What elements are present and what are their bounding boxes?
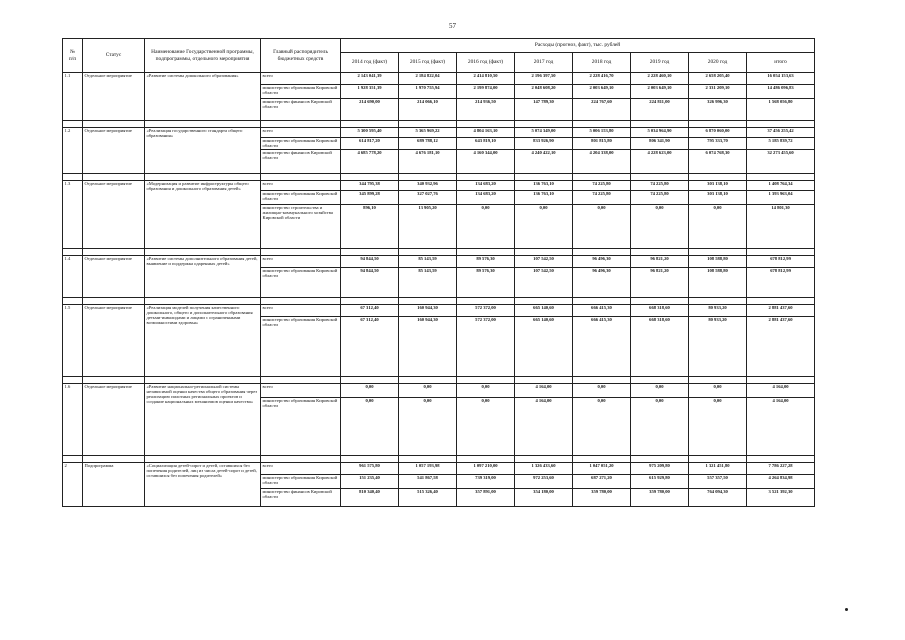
empty-cell xyxy=(747,248,815,255)
empty-cell xyxy=(341,173,399,180)
cell-value: 340 932,96 xyxy=(399,180,457,190)
empty-cell xyxy=(689,121,747,128)
empty-cell xyxy=(399,121,457,128)
cell-admin: министерство образования Кировской области xyxy=(261,316,341,376)
cell-value: 345 899,28 xyxy=(341,190,399,204)
cell-value: 0,00 xyxy=(341,397,399,455)
cell-value: 1 321 451,80 xyxy=(689,462,747,474)
cell-value: 327 027,76 xyxy=(399,190,457,204)
cell-total: 32 273 455,60 xyxy=(747,149,815,173)
empty-cell xyxy=(689,297,747,304)
cell-total: 4 164,00 xyxy=(747,397,815,455)
cell-total: 678 812,99 xyxy=(747,267,815,297)
cell-value: 572 372,00 xyxy=(457,316,515,376)
separator-row xyxy=(63,121,815,128)
cell-value: 4 240 422,10 xyxy=(515,149,573,173)
cell-value: 2 184 822,04 xyxy=(399,73,457,85)
empty-cell xyxy=(457,297,515,304)
cell-value: 74 225,80 xyxy=(573,180,631,190)
empty-cell xyxy=(689,248,747,255)
empty-cell xyxy=(261,297,341,304)
cell-value: 689 788,12 xyxy=(399,138,457,150)
cell-value: 67 312,40 xyxy=(341,304,399,316)
table-row xyxy=(63,304,815,316)
cell-value: 4 228 623,00 xyxy=(631,149,689,173)
page-number: 57 xyxy=(449,22,456,30)
cell-value: 5 074 349,00 xyxy=(515,128,573,138)
cell-value: 2 003 649,10 xyxy=(573,85,631,99)
empty-cell xyxy=(747,376,815,383)
empty-cell xyxy=(145,376,261,383)
cell-value: 2 048 608,20 xyxy=(515,85,573,99)
cell-value: 136 763,10 xyxy=(515,190,573,204)
cell-value: 6 074 768,30 xyxy=(689,149,747,173)
cell-value: 515 326,40 xyxy=(399,488,457,506)
empty-cell xyxy=(83,121,145,128)
empty-cell xyxy=(689,455,747,462)
cell-value: 1 326 433,60 xyxy=(515,462,573,474)
cell-value: 2 196 397,50 xyxy=(515,73,573,85)
empty-cell xyxy=(341,297,399,304)
empty-cell xyxy=(573,376,631,383)
cell-value: 541 867,58 xyxy=(399,474,457,488)
cell-value: 0,00 xyxy=(457,204,515,248)
empty-cell xyxy=(573,297,631,304)
cell-value: 303 138,10 xyxy=(689,180,747,190)
cell-value: 1 097 210,00 xyxy=(457,462,515,474)
cell-value: 0,00 xyxy=(689,397,747,455)
separator-row xyxy=(63,248,815,255)
empty-cell xyxy=(341,248,399,255)
col-year: 2018 год xyxy=(573,53,631,73)
cell-value: 134 683,20 xyxy=(457,190,515,204)
cell-value: 5 006 153,80 xyxy=(573,128,631,138)
cell-admin: министерство финансов Кировской области xyxy=(261,488,341,506)
empty-cell xyxy=(63,455,83,462)
cell-name: «Реализация государственного стандарта общего образования» xyxy=(145,128,261,174)
cell-value: 764 094,30 xyxy=(689,488,747,506)
cell-value: 224 811,00 xyxy=(631,99,689,121)
empty-cell xyxy=(631,173,689,180)
col-year: 2020 год xyxy=(689,53,747,73)
empty-cell xyxy=(341,455,399,462)
cell-no: 1.5 xyxy=(63,304,83,376)
cell-total: 1 408 764,34 xyxy=(747,180,815,190)
cell-value: 134 683,20 xyxy=(457,180,515,190)
empty-cell xyxy=(631,121,689,128)
cell-name: «Социализация детей-сирот и детей, оставшихся без попечения родителей, лиц из числа детей-сирот и детей, оставшихся без попечения родителей» xyxy=(145,462,261,506)
cell-value: 1 047 051,20 xyxy=(573,462,631,474)
cell-total: 2 881 437,60 xyxy=(747,304,815,316)
empty-cell xyxy=(83,173,145,180)
scan-dot xyxy=(845,608,848,611)
cell-total: 14 801,30 xyxy=(747,204,815,248)
cell-value: 326 996,30 xyxy=(689,99,747,121)
empty-cell xyxy=(399,376,457,383)
cell-value: 2 414 810,50 xyxy=(457,73,515,85)
cell-value: 4 160 344,00 xyxy=(457,149,515,173)
empty-cell xyxy=(83,376,145,383)
cell-value: 108 588,80 xyxy=(689,267,747,297)
cell-no: 1.4 xyxy=(63,255,83,297)
table-row xyxy=(63,73,815,85)
empty-cell xyxy=(515,455,573,462)
cell-value: 151 235,40 xyxy=(341,474,399,488)
cell-total: 4 264 834,98 xyxy=(747,474,815,488)
empty-cell xyxy=(631,248,689,255)
col-total: итого xyxy=(747,53,815,73)
cell-value: 0,00 xyxy=(573,204,631,248)
cell-value: 96 496,30 xyxy=(573,255,631,267)
cell-value: 357 891,00 xyxy=(457,488,515,506)
cell-value: 972 253,60 xyxy=(515,474,573,488)
cell-name: «Развитие системы дошкольного образования» xyxy=(145,73,261,121)
cell-admin: министерство образования Кировской области xyxy=(261,190,341,204)
empty-cell xyxy=(457,248,515,255)
cell-total: 678 812,99 xyxy=(747,255,815,267)
cell-value: 2 331 209,10 xyxy=(689,85,747,99)
empty-cell xyxy=(573,455,631,462)
cell-total: 37 456 255,42 xyxy=(747,128,815,138)
cell-no: 1.2 xyxy=(63,128,83,174)
empty-cell xyxy=(145,455,261,462)
empty-cell xyxy=(747,455,815,462)
empty-cell xyxy=(457,455,515,462)
cell-value: 160 944,30 xyxy=(399,316,457,376)
cell-value: 668 318,60 xyxy=(631,316,689,376)
cell-status: Отдельное мероприятие xyxy=(83,304,145,376)
cell-value: 0,00 xyxy=(573,397,631,455)
empty-cell xyxy=(261,455,341,462)
cell-admin: всего xyxy=(261,462,341,474)
cell-value: 89 576,30 xyxy=(457,255,515,267)
cell-value: 5 365 969,22 xyxy=(399,128,457,138)
cell-value: 108 588,80 xyxy=(689,255,747,267)
empty-cell xyxy=(83,248,145,255)
empty-cell xyxy=(573,121,631,128)
empty-cell xyxy=(261,121,341,128)
cell-value: 0,00 xyxy=(399,383,457,397)
cell-value: 107 542,50 xyxy=(515,267,573,297)
empty-cell xyxy=(145,173,261,180)
cell-admin: всего xyxy=(261,255,341,267)
cell-value: 147 789,30 xyxy=(515,99,573,121)
cell-value: 0,00 xyxy=(631,397,689,455)
cell-status: Отдельное мероприятие xyxy=(83,128,145,174)
cell-value: 85 143,59 xyxy=(399,267,457,297)
separator-row xyxy=(63,455,815,462)
cell-admin: всего xyxy=(261,73,341,85)
cell-no: 2 xyxy=(63,462,83,506)
empty-cell xyxy=(63,376,83,383)
cell-no: 1.6 xyxy=(63,383,83,455)
empty-cell xyxy=(261,248,341,255)
cell-value: 0,00 xyxy=(631,204,689,248)
cell-total: 2 881 437,60 xyxy=(747,316,815,376)
cell-status: Отдельное мероприятие xyxy=(83,255,145,297)
cell-value: 67 312,40 xyxy=(341,316,399,376)
cell-value: 572 372,00 xyxy=(457,304,515,316)
cell-value: 0,00 xyxy=(457,383,515,397)
cell-status: Отдельное мероприятие xyxy=(83,73,145,121)
cell-value: 13 905,20 xyxy=(399,204,457,248)
table-row xyxy=(63,180,815,190)
cell-admin: всего xyxy=(261,383,341,397)
cell-value: 1 057 193,98 xyxy=(399,462,457,474)
cell-value: 303 138,10 xyxy=(689,190,747,204)
cell-value: 0,00 xyxy=(689,383,747,397)
col-no: № п/п xyxy=(63,39,83,73)
empty-cell xyxy=(399,455,457,462)
cell-value: 96 821,20 xyxy=(631,267,689,297)
table-row xyxy=(63,383,815,397)
table-header xyxy=(63,39,815,73)
empty-cell xyxy=(341,121,399,128)
cell-no: 1.3 xyxy=(63,180,83,248)
budget-table xyxy=(62,38,815,507)
separator-row xyxy=(63,376,815,383)
cell-value: 896,10 xyxy=(341,204,399,248)
cell-value: 0,00 xyxy=(457,397,515,455)
empty-cell xyxy=(689,376,747,383)
cell-admin: министерство образования Кировской области xyxy=(261,267,341,297)
col-name: Наименование Государственной программы, подпрограммы, отдельного мероприятия xyxy=(145,39,261,73)
empty-cell xyxy=(747,121,815,128)
cell-name: «Модернизация и развитие инфраструктуры общего образования и дошкольного образования детей» xyxy=(145,180,261,248)
cell-value: 0,00 xyxy=(631,383,689,397)
cell-admin: министерство образования Кировской области xyxy=(261,474,341,488)
empty-cell xyxy=(747,173,815,180)
cell-value: 975 209,80 xyxy=(631,462,689,474)
table-row xyxy=(63,255,815,267)
cell-value: 0,00 xyxy=(341,383,399,397)
empty-cell xyxy=(573,248,631,255)
cell-admin: министерство образования Кировской области xyxy=(261,138,341,150)
cell-value: 224 767,60 xyxy=(573,99,631,121)
empty-cell xyxy=(63,173,83,180)
cell-value: 0,00 xyxy=(573,383,631,397)
cell-value: 615 929,80 xyxy=(631,474,689,488)
cell-value: 89 576,30 xyxy=(457,267,515,297)
empty-cell xyxy=(457,376,515,383)
cell-total: 16 054 153,63 xyxy=(747,73,815,85)
cell-value: 961 575,80 xyxy=(341,462,399,474)
cell-value: 665 140,60 xyxy=(515,304,573,316)
cell-value: 160 944,30 xyxy=(399,304,457,316)
cell-value: 344 795,38 xyxy=(341,180,399,190)
cell-value: 85 143,59 xyxy=(399,255,457,267)
table-row xyxy=(63,462,815,474)
cell-value: 810 340,40 xyxy=(341,488,399,506)
cell-value: 643 819,10 xyxy=(457,138,515,150)
table-row xyxy=(63,128,815,138)
empty-cell xyxy=(457,173,515,180)
cell-value: 4 164,00 xyxy=(515,397,573,455)
empty-cell xyxy=(145,297,261,304)
empty-cell xyxy=(515,376,573,383)
empty-cell xyxy=(631,297,689,304)
cell-admin: министерство образования Кировской области xyxy=(261,397,341,455)
cell-value: 2 228 460,10 xyxy=(631,73,689,85)
empty-cell xyxy=(399,173,457,180)
cell-value: 94 844,50 xyxy=(341,255,399,267)
cell-value: 2 199 874,00 xyxy=(457,85,515,99)
cell-value: 806 341,90 xyxy=(631,138,689,150)
cell-value: 5 034 964,90 xyxy=(631,128,689,138)
cell-name: «Развитие системы дополнительного образования детей, выявление и поддержка одаренных детей» xyxy=(145,255,261,297)
cell-status: Отдельное мероприятие xyxy=(83,383,145,455)
cell-value: 1 928 351,39 xyxy=(341,85,399,99)
cell-value: 4 804 163,10 xyxy=(457,128,515,138)
cell-value: 0,00 xyxy=(399,397,457,455)
empty-cell xyxy=(341,376,399,383)
empty-cell xyxy=(145,248,261,255)
cell-admin: министерство финансов Кировской области xyxy=(261,99,341,121)
cell-value: 666 415,30 xyxy=(573,304,631,316)
cell-no: 1.1 xyxy=(63,73,83,121)
cell-value: 214 066,10 xyxy=(399,99,457,121)
cell-value: 107 542,50 xyxy=(515,255,573,267)
cell-total: 4 164,00 xyxy=(747,383,815,397)
cell-value: 2 003 649,10 xyxy=(631,85,689,99)
cell-total: 3 521 392,30 xyxy=(747,488,815,506)
col-year: 2017 год xyxy=(515,53,573,73)
cell-value: 0,00 xyxy=(515,204,573,248)
cell-total: 14 486 096,83 xyxy=(747,85,815,99)
empty-cell xyxy=(631,376,689,383)
cell-value: 665 140,60 xyxy=(515,316,573,376)
cell-value: 214 936,50 xyxy=(457,99,515,121)
cell-value: 4 685 778,20 xyxy=(341,149,399,173)
empty-cell xyxy=(399,297,457,304)
table-body xyxy=(63,73,815,507)
empty-cell xyxy=(457,121,515,128)
cell-value: 666 415,30 xyxy=(573,316,631,376)
empty-cell xyxy=(83,455,145,462)
empty-cell xyxy=(515,121,573,128)
cell-value: 74 225,80 xyxy=(631,180,689,190)
cell-value: 359 780,00 xyxy=(573,488,631,506)
cell-value: 1 970 755,94 xyxy=(399,85,457,99)
cell-total: 1 393 963,04 xyxy=(747,190,815,204)
empty-cell xyxy=(63,248,83,255)
cell-value: 557 357,50 xyxy=(689,474,747,488)
separator-row xyxy=(63,297,815,304)
cell-value: 96 496,30 xyxy=(573,267,631,297)
col-status: Статус xyxy=(83,39,145,73)
cell-value: 359 780,00 xyxy=(631,488,689,506)
empty-cell xyxy=(83,297,145,304)
cell-value: 96 821,20 xyxy=(631,255,689,267)
cell-admin: министерство финансов Кировской области xyxy=(261,149,341,173)
cell-value: 80 933,20 xyxy=(689,304,747,316)
empty-cell xyxy=(515,248,573,255)
cell-value: 2 658 205,40 xyxy=(689,73,747,85)
cell-admin: министерство образования Кировской области xyxy=(261,85,341,99)
cell-status: Отдельное мероприятие xyxy=(83,180,145,248)
cell-name: «Реализация моделей получения качественного дошкольного, общего и дополнительного образования детьми-инвалидами и лицами с ограниченными возможностями здоровья» xyxy=(145,304,261,376)
cell-value: 354 180,00 xyxy=(515,488,573,506)
cell-value: 2 143 041,39 xyxy=(341,73,399,85)
empty-cell xyxy=(63,121,83,128)
cell-value: 668 318,60 xyxy=(631,304,689,316)
cell-value: 795 333,70 xyxy=(689,138,747,150)
cell-value: 74 225,80 xyxy=(573,190,631,204)
cell-value: 4 204 338,00 xyxy=(573,149,631,173)
cell-value: 74 225,80 xyxy=(631,190,689,204)
cell-admin: министерство строительства и жилищно-коммунального хозяйства Кировской области xyxy=(261,204,341,248)
cell-value: 6 870 060,00 xyxy=(689,128,747,138)
empty-cell xyxy=(515,297,573,304)
col-expenses: Расходы (прогноз, факт), тыс. рублей xyxy=(341,39,815,53)
cell-value: 2 228 416,70 xyxy=(573,73,631,85)
cell-status: Подпрограмма xyxy=(83,462,145,506)
empty-cell xyxy=(261,376,341,383)
empty-cell xyxy=(573,173,631,180)
empty-cell xyxy=(399,248,457,255)
cell-value: 4 676 181,10 xyxy=(399,149,457,173)
empty-cell xyxy=(631,455,689,462)
cell-value: 614 817,20 xyxy=(341,138,399,150)
separator-row xyxy=(63,173,815,180)
cell-total: 7 786 227,28 xyxy=(747,462,815,474)
cell-value: 4 164,00 xyxy=(515,383,573,397)
empty-cell xyxy=(145,121,261,128)
cell-value: 80 933,20 xyxy=(689,316,747,376)
col-admin: Главный распорядитель бюджетных средств xyxy=(261,39,341,73)
cell-name: «Развитие национально-региональной системы независимой оценки качества общего образования через реализацию пилотных региональных проектов и создание национальных механизмов оценки качества» xyxy=(145,383,261,455)
cell-value: 214 690,00 xyxy=(341,99,399,121)
cell-admin: всего xyxy=(261,128,341,138)
cell-total: 1 568 056,80 xyxy=(747,99,815,121)
cell-value: 801 815,80 xyxy=(573,138,631,150)
cell-value: 739 319,00 xyxy=(457,474,515,488)
cell-value: 136 763,10 xyxy=(515,180,573,190)
cell-value: 5 300 595,40 xyxy=(341,128,399,138)
cell-value: 687 271,20 xyxy=(573,474,631,488)
cell-value: 94 844,50 xyxy=(341,267,399,297)
cell-value: 0,00 xyxy=(689,204,747,248)
col-year: 2019 год xyxy=(631,53,689,73)
cell-value: 833 926,90 xyxy=(515,138,573,150)
cell-total: 5 185 839,72 xyxy=(747,138,815,150)
empty-cell xyxy=(63,297,83,304)
cell-admin: всего xyxy=(261,304,341,316)
cell-admin: всего xyxy=(261,180,341,190)
empty-cell xyxy=(689,173,747,180)
col-year: 2014 год (факт) xyxy=(341,53,399,73)
col-year: 2016 год (факт) xyxy=(457,53,515,73)
empty-cell xyxy=(261,173,341,180)
empty-cell xyxy=(747,297,815,304)
empty-cell xyxy=(515,173,573,180)
col-year: 2015 год (факт) xyxy=(399,53,457,73)
